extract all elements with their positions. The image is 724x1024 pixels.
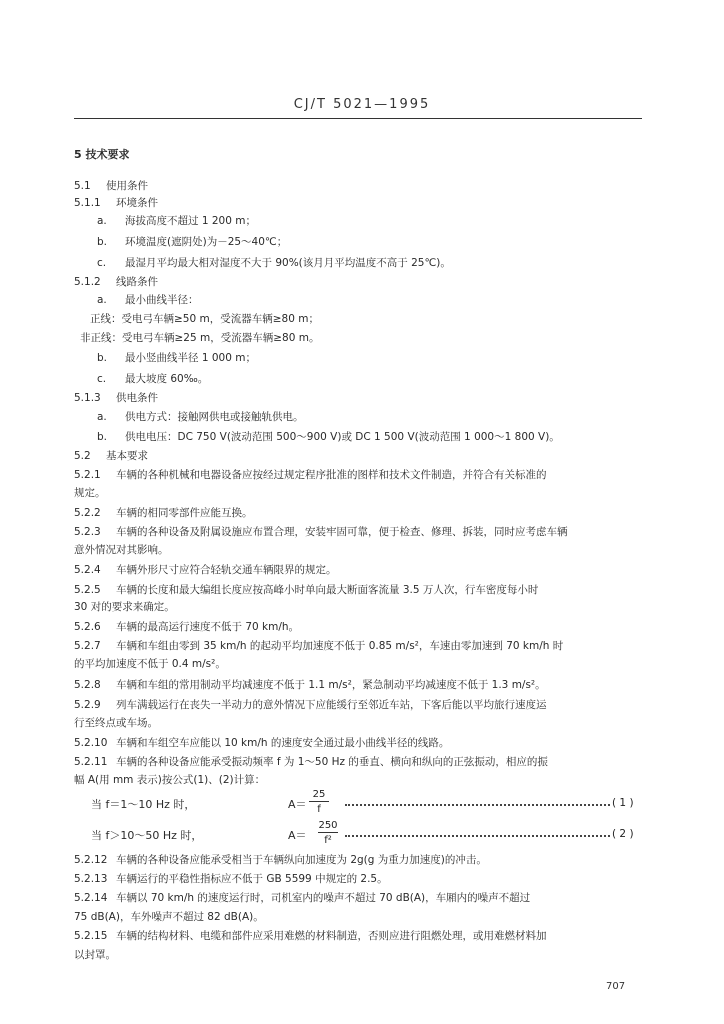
clause-5-2-7: 5.2.7 车辆和车组由零到 35 km/h 的起动平均加速度不低于 0.85 m/s²，车速由零加速到 70 km/h 时: [74, 640, 564, 652]
item-5-1-1-b: b. 环境温度(遮阴处)为－25～40℃；: [97, 236, 288, 248]
formula-1-numerator: 25: [309, 789, 329, 802]
clause-5-2-5: 5.2.5 车辆的长度和最大编组长度应按高峰小时单向最大断面客流量 3.5 万人次，行车密度每小时: [74, 584, 539, 596]
item-5-1-3-b: b. 供电电压：DC 750 V(波动范围 500～900 V)或 DC 1 500 V(波动范围 1 000～1 800 V)。: [97, 431, 560, 443]
formula-2-leader-dots: [345, 835, 610, 837]
clause-5-2-15-cont: 以封罩。: [74, 949, 116, 961]
clause-5-2-14: 5.2.14 车辆以 70 km/h 的速度运行时，司机室内的噪声不超过 70 dB(A)，车厢内的噪声不超过: [74, 892, 531, 904]
formula-1-lhs: A＝: [288, 798, 307, 811]
formula-1-condition: 当 f＝1～10 Hz 时，: [91, 798, 196, 811]
formula-1-leader-dots: [345, 804, 610, 806]
item-5-1-2-a-mainline: 正线：受电弓车辆≥50 m，受流器车辆≥80 m；: [90, 313, 319, 325]
item-5-1-2-a: a. 最小曲线半径：: [97, 294, 199, 306]
clause-5-2-2: 5.2.2 车辆的相同零部件应能互换。: [74, 507, 253, 519]
item-5-1-1-a: a. 海拔高度不超过 1 200 m；: [97, 215, 256, 227]
clause-5-1: 5.1 使用条件: [74, 180, 148, 192]
clause-5-1-1: 5.1.1 环境条件: [74, 197, 158, 209]
formula-2-lhs: A＝: [288, 829, 307, 842]
clause-5-2-13: 5.2.13 车辆运行的平稳性指标应不低于 GB 5599 中规定的 2.5。: [74, 873, 388, 885]
clause-5-2-3: 5.2.3 车辆的各种设备及附属设施应布置合理，安装牢固可靠，便于检查、修理、拆装，同时应考虑车辆: [74, 526, 568, 538]
formula-2-numerator: 250: [318, 820, 338, 831]
header-rule: [74, 118, 642, 119]
item-5-1-3-a: a. 供电方式：接触网供电或接触轨供电。: [97, 411, 304, 423]
clause-5-2-8: 5.2.8 车辆和车组的常用制动平均减速度不低于 1.1 m/s²，紧急制动平均减速度不低于 1.3 m/s²。: [74, 679, 546, 691]
item-5-1-2-a-nonmainline: 非正线：受电弓车辆≥25 m，受流器车辆≥80 m。: [80, 332, 320, 344]
formula-2-condition: 当 f＞10～50 Hz 时，: [91, 829, 203, 842]
clause-5-2-9-cont: 行至终点或车场。: [74, 717, 158, 729]
clause-5-2-14-cont: 75 dB(A)，车外噪声不超过 82 dB(A)。: [74, 911, 264, 923]
standard-number-header: CJ/T 5021—1995: [293, 97, 431, 112]
clause-5-2: 5.2 基本要求: [74, 450, 148, 462]
clause-5-2-3-cont: 意外情况对其影响。: [74, 544, 169, 556]
clause-5-2-12: 5.2.12 车辆的各种设备应能承受相当于车辆纵向加速度为 2g(g 为重力加速度)的冲击。: [74, 854, 487, 866]
clause-5-2-9: 5.2.9 列车满载运行在丧失一半动力的意外情况下应能缓行至邻近车站，下客后能以平均旅行速度运: [74, 699, 547, 711]
clause-5-2-4: 5.2.4 车辆外形尺寸应符合轻轨交通车辆限界的规定。: [74, 564, 337, 576]
clause-5-2-10: 5.2.10 车辆和车组空车应能以 10 km/h 的速度安全通过最小曲线半径的线路。: [74, 737, 450, 749]
formula-2-denominator: f²: [324, 835, 332, 846]
item-5-1-2-c: c. 最大坡度 60‰。: [97, 373, 209, 385]
page-number: 707: [606, 981, 626, 992]
clause-5-2-6: 5.2.6 车辆的最高运行速度不低于 70 km/h。: [74, 621, 300, 633]
clause-5-2-7-cont: 的平均加速度不低于 0.4 m/s²。: [74, 658, 226, 670]
clause-5-2-15: 5.2.15 车辆的结构材料、电缆和部件应采用难燃的材料制造，否则应进行阻燃处理，或用难燃材料加: [74, 930, 547, 942]
formula-2-number: ( 2 ): [612, 828, 634, 840]
clause-5-1-2: 5.1.2 线路条件: [74, 276, 158, 288]
clause-5-2-11: 5.2.11 车辆的各种设备应能承受振动频率 f 为 1～50 Hz 的垂直、横向和纵向的正弦振动，相应的振: [74, 756, 548, 768]
formula-1-number: ( 1 ): [612, 797, 634, 809]
clause-5-1-3: 5.1.3 供电条件: [74, 392, 158, 404]
item-5-1-2-b: b. 最小竖曲线半径 1 000 m；: [97, 352, 256, 364]
clause-5-2-11-cont: 幅 A(用 mm 表示)按公式(1)、(2)计算：: [74, 774, 266, 786]
clause-5-2-1-cont: 规定。: [74, 487, 106, 499]
item-5-1-1-c: c. 最湿月平均最大相对湿度不大于 90%(该月月平均温度不高于 25℃)。: [97, 257, 451, 269]
section-title: 5 技术要求: [74, 148, 130, 161]
clause-5-2-5-cont: 30 对的要求来确定。: [74, 601, 175, 613]
clause-5-2-1: 5.2.1 车辆的各种机械和电器设备应按经过规定程序批准的图样和技术文件制造，并符合有关标准的: [74, 469, 547, 481]
formula-1-denominator: f: [317, 804, 321, 815]
